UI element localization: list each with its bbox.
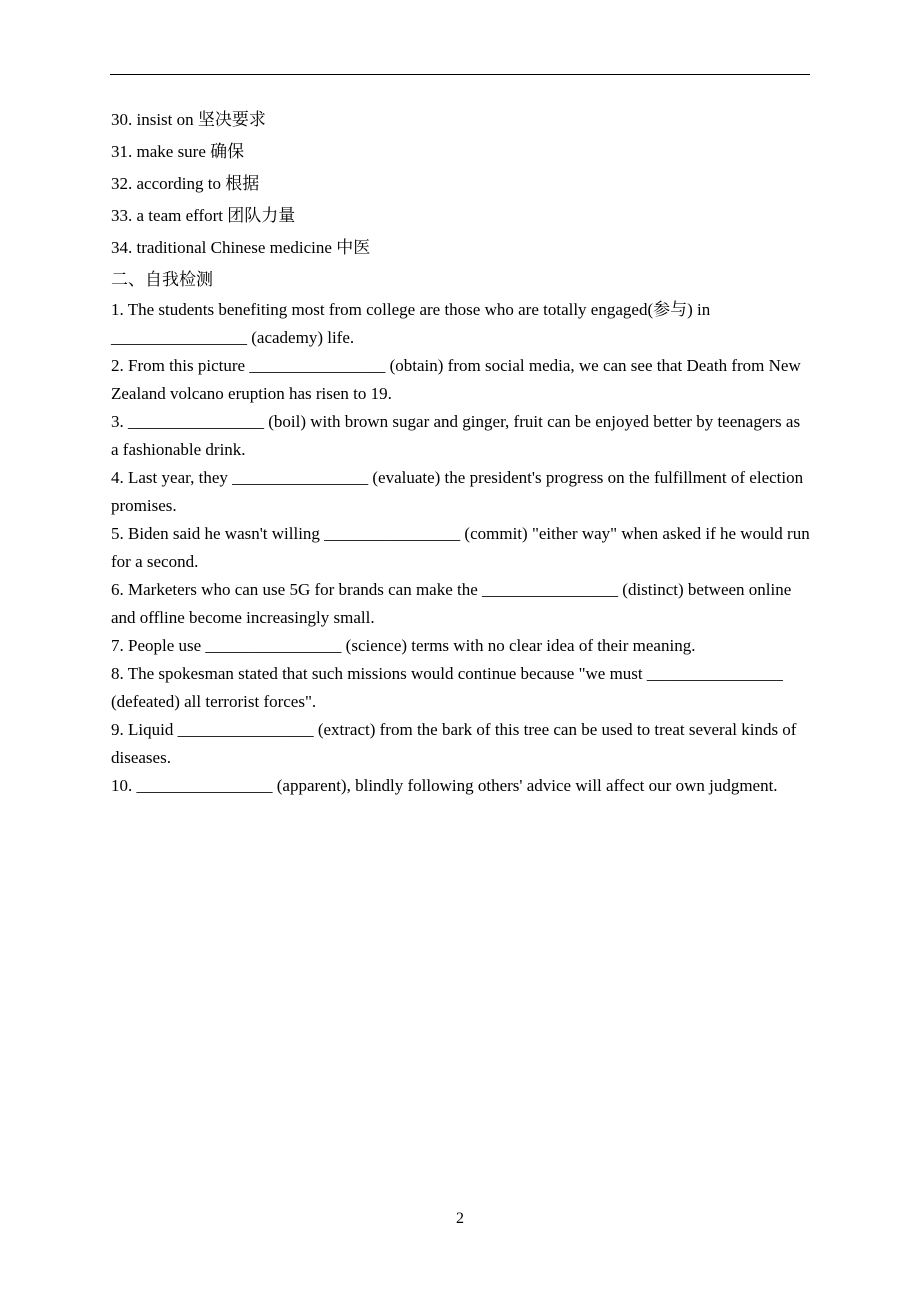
section-heading: 二、自我检测	[111, 270, 213, 289]
exercise-item: 10. ________________ (apparent), blindly following others' advice will affect our own judgment.	[111, 776, 778, 795]
exercise-item: 6. Marketers who can use 5G for brands can make the ________________ (distinct) between online and offline become increasingly small.	[111, 580, 792, 627]
exercise-item: 4. Last year, they ________________ (evaluate) the president's progress on the fulfillment of election promises.	[111, 468, 804, 515]
exercise-item: 3. ________________ (boil) with brown sugar and ginger, fruit can be enjoyed better by teenagers as a fashionable drink.	[111, 412, 801, 459]
vocab-item: 30. insist on 坚决要求	[111, 110, 266, 129]
vocab-item: 31. make sure 确保	[111, 142, 245, 161]
page-content	[111, 104, 811, 800]
exercise-item: 1. The students benefiting most from college are those who are totally engaged(参与) in ________________ (academy) life.	[111, 300, 711, 347]
vocab-item: 34. traditional Chinese medicine 中医	[111, 238, 371, 257]
vocab-item: 33. a team effort 团队力量	[111, 206, 296, 225]
exercise-item: 9. Liquid ________________ (extract) from the bark of this tree can be used to treat several kinds of diseases.	[111, 720, 797, 767]
header-rule	[110, 74, 810, 75]
vocab-item: 32. according to 根据	[111, 174, 260, 193]
page-number: 2	[456, 1210, 464, 1227]
exercise-item: 7. People use ________________ (science) terms with no clear idea of their meaning.	[111, 636, 696, 655]
exercise-item: 5. Biden said he wasn't willing ________________ (commit) "either way" when asked if he would run for a second.	[111, 524, 810, 571]
exercise-item: 8. The spokesman stated that such missions would continue because "we must ________________ (defeated) all terrorist forces".	[111, 664, 783, 711]
exercise-item: 2. From this picture ________________ (obtain) from social media, we can see that Death from New Zealand volcano eruption has risen to 19.	[111, 356, 801, 403]
